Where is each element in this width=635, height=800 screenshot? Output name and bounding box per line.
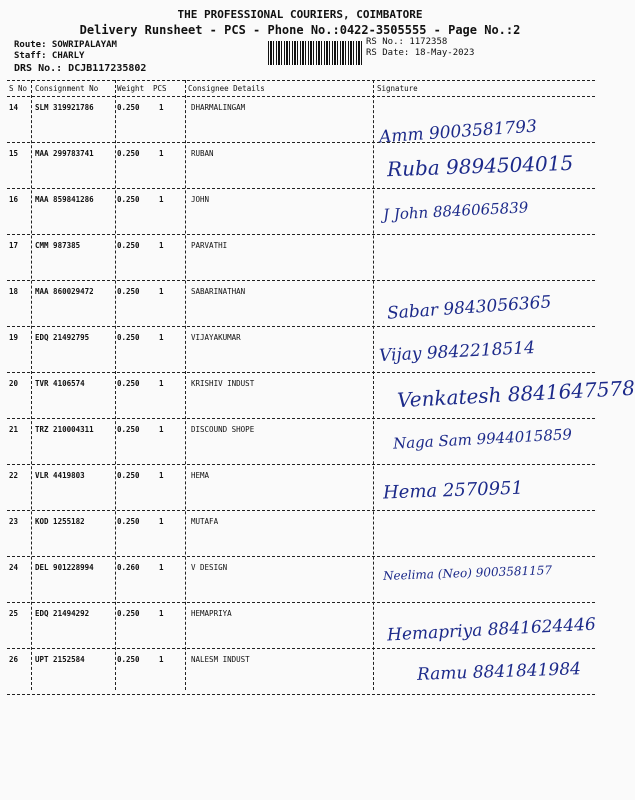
row-consignment-no: MAA 859841286 (35, 195, 94, 204)
row-consignment-no: MAA 860029472 (35, 287, 94, 296)
row-sno: 16 (9, 195, 19, 204)
row-consignment-no: SLM 319921786 (35, 103, 94, 112)
row-sno: 18 (9, 287, 19, 296)
row-consignee: SABARINATHAN (191, 287, 246, 296)
row-pcs: 1 (159, 471, 164, 480)
row-pcs: 1 (159, 103, 164, 112)
row-consignment-no: DEL 901228994 (35, 563, 94, 572)
col-header-consignee: Consignee Details (188, 84, 265, 93)
row-consignment-no: TRZ 210004311 (35, 425, 94, 434)
row-sno: 22 (9, 471, 19, 480)
row-divider (7, 142, 595, 143)
row-consignment-no: TVR 4106574 (35, 379, 85, 388)
page-title: THE PROFESSIONAL COURIERS, COIMBATORE (177, 8, 423, 21)
row-signature: Sabar 9843056365 (386, 292, 552, 324)
row-consignee: VIJAYAKUMAR (191, 333, 241, 342)
row-pcs: 1 (159, 149, 164, 158)
row-pcs: 1 (159, 287, 164, 296)
row-divider (7, 234, 595, 235)
row-consignee: NALESM INDUST (191, 655, 250, 664)
drs-number: DRS No.: DCJB117235802 (14, 63, 147, 74)
row-sno: 26 (9, 655, 19, 664)
row-pcs: 1 (159, 333, 164, 342)
row-consignment-no: CMM 987385 (35, 241, 81, 250)
row-weight: 0.250 (117, 471, 140, 480)
row-weight: 0.250 (117, 333, 140, 342)
row-divider (7, 556, 595, 557)
row-weight: 0.250 (117, 241, 140, 250)
row-signature: Neelima (Neo) 9003581157 (382, 563, 553, 583)
row-consignment-no: UPT 2152584 (35, 655, 85, 664)
row-consignment-no: EDQ 21494292 (35, 609, 90, 618)
row-consignee: KRISHIV INDUST (191, 379, 255, 388)
row-signature: Hemapriya 8841624446 (386, 614, 597, 646)
row-pcs: 1 (159, 195, 164, 204)
row-divider (7, 694, 595, 695)
row-pcs: 1 (159, 379, 164, 388)
row-sno: 19 (9, 333, 19, 342)
row-divider (7, 188, 595, 189)
row-weight: 0.250 (117, 103, 140, 112)
row-sno: 15 (9, 149, 19, 158)
rs-date: RS Date: 18-May-2023 (366, 48, 475, 58)
row-signature: Ramu 8841841984 (416, 659, 582, 685)
staff: Staff: CHARLY (14, 51, 85, 61)
row-sno: 23 (9, 517, 19, 526)
row-weight: 0.260 (117, 563, 140, 572)
row-divider (7, 510, 595, 511)
row-consignee: DISCOUND SHOPE (191, 425, 255, 434)
row-consignment-no: VLR 4419803 (35, 471, 85, 480)
row-consignee: V DESIGN (191, 563, 228, 572)
row-weight: 0.250 (117, 517, 140, 526)
row-consignment-no: EDQ 21492795 (35, 333, 90, 342)
row-sno: 17 (9, 241, 19, 250)
row-consignee: MUTAFA (191, 517, 219, 526)
col-header-weight: Weight (117, 84, 145, 93)
row-sno: 24 (9, 563, 19, 572)
row-pcs: 1 (159, 655, 164, 664)
runsheet-table (7, 80, 635, 690)
col-header-consignment: Consignment No (35, 84, 99, 93)
row-pcs: 1 (159, 609, 164, 618)
col-header-sno: S No (9, 84, 28, 93)
row-signature: Hema 2570951 (382, 477, 524, 504)
row-signature: Venkatesh 8841647578 (396, 375, 635, 413)
rs-number: RS No.: 1172358 (366, 37, 448, 47)
row-divider (7, 464, 595, 465)
row-divider (7, 326, 595, 327)
row-divider (7, 372, 595, 373)
route: Route: SOWRIPALAYAM (14, 40, 117, 50)
row-weight: 0.250 (117, 655, 140, 664)
row-sno: 25 (9, 609, 19, 618)
row-weight: 0.250 (117, 195, 140, 204)
row-pcs: 1 (159, 425, 164, 434)
row-weight: 0.250 (117, 287, 140, 296)
row-weight: 0.250 (117, 149, 140, 158)
col-header-signature: Signature (377, 84, 418, 93)
row-consignee: HEMAPRIYA (191, 609, 232, 618)
row-divider (7, 280, 595, 281)
row-signature: Naga Sam 9944015859 (392, 425, 573, 453)
row-consignment-no: MAA 299783741 (35, 149, 94, 158)
row-consignee: DHARMALINGAM (191, 103, 246, 112)
row-weight: 0.250 (117, 609, 140, 618)
row-consignee: RUBAN (191, 149, 214, 158)
row-weight: 0.250 (117, 379, 140, 388)
row-divider (7, 648, 595, 649)
row-consignee: HEMA (191, 471, 210, 480)
row-signature: J John 8846065839 (382, 198, 529, 224)
row-sno: 14 (9, 103, 19, 112)
row-consignee: JOHN (191, 195, 210, 204)
row-signature: Vijay 9842218514 (378, 337, 536, 367)
row-divider (7, 418, 595, 419)
row-consignment-no: KOD 1255182 (35, 517, 85, 526)
row-weight: 0.250 (117, 425, 140, 434)
row-signature: Amm 9003581793 (378, 116, 538, 148)
row-consignee: PARVATHI (191, 241, 228, 250)
row-signature: Ruba 9894504015 (386, 150, 574, 182)
row-sno: 21 (9, 425, 19, 434)
row-pcs: 1 (159, 517, 164, 526)
row-pcs: 1 (159, 241, 164, 250)
col-header-pcs: PCS (153, 84, 167, 93)
row-pcs: 1 (159, 563, 164, 572)
runsheet-title: Delivery Runsheet - PCS - Phone No.:0422-3505555 - Page No.:2 (79, 23, 521, 37)
row-divider (7, 602, 595, 603)
barcode (268, 41, 362, 65)
row-sno: 20 (9, 379, 19, 388)
